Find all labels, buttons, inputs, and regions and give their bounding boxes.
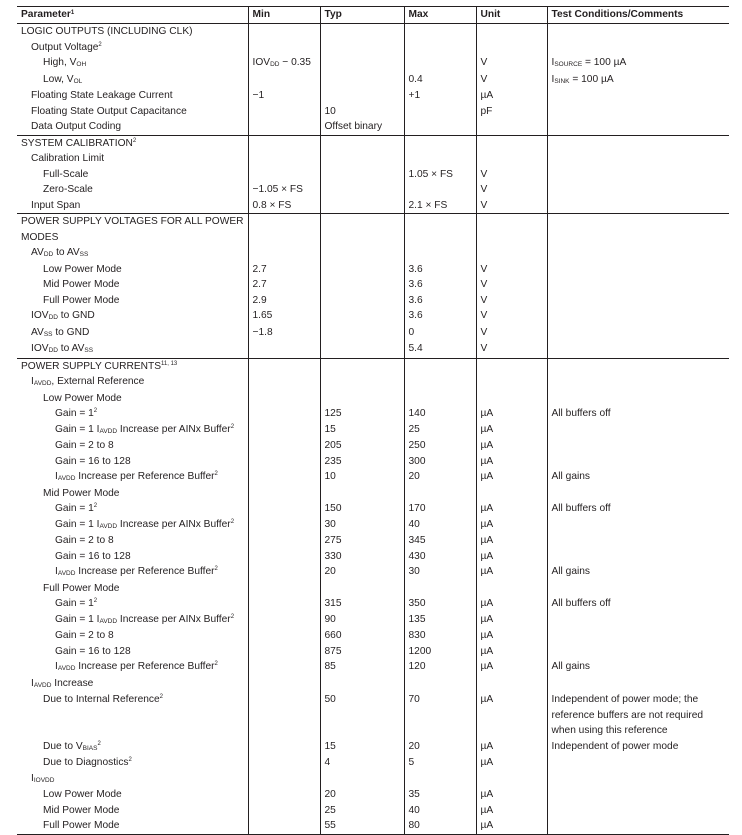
table-row: Full-Scale 1.05 × FS V — [17, 167, 729, 183]
table-row: Due to Diagnostics$^2$ 4 5 µA — [17, 755, 729, 771]
table-row: $I_{IOVDD}$ — [17, 771, 729, 788]
header-max: Max — [404, 7, 476, 24]
table-row: Gain = 2 to 8 275 345 µA — [17, 533, 729, 549]
table-row: $I_{AVDD}$ Increase — [17, 676, 729, 693]
table-row: Low Power Mode 2.7 3.6 V — [17, 262, 729, 278]
table-row: $I_{AVDD}$ Increase per Reference Buffer$^2$ 10 20 µA All gains — [17, 469, 729, 486]
table-row: Gain = 2 to 8 205 250 µA — [17, 438, 729, 454]
spec-table — [17, 6, 729, 835]
table-row: Full Power Mode 2.9 3.6 V — [17, 293, 729, 309]
table-row: Gain = 1 $I_{AVDD}$ Increase per AINx Buffer$^2$ 90 135 µA — [17, 612, 729, 629]
table-row: Gain = 16 to 128 875 1200 µA — [17, 644, 729, 660]
table-row: $IOV_{DD}$ to $AV_{SS}$ 5.4 V — [17, 341, 729, 358]
table-row: Full Power Mode 55 80 µA — [17, 818, 729, 834]
table-row: Low, $V_{OL}$ 0.4 V $I_{SINK} = 100$ µA — [17, 72, 729, 89]
table-row: POWER SUPPLY CURRENTS$^{11, 13}$ — [17, 358, 729, 374]
table-row: Floating State Leakage Current −1 +1 µA — [17, 88, 729, 104]
table-row: Mid Power Mode 25 40 µA — [17, 803, 729, 819]
table-row: High, $V_{OH}$ $IOV_{DD} - 0.35$ V $I_{SOURCE} = 100$ µA — [17, 55, 729, 72]
table-row: Output Voltage$^2$ — [17, 40, 729, 56]
table-row: Low Power Mode 20 35 µA — [17, 787, 729, 803]
table-row: Gain = 16 to 128 235 300 µA — [17, 454, 729, 470]
header-unit: Unit — [476, 7, 547, 24]
table-row: $IOV_{DD}$ to GND 1.65 3.6 V — [17, 308, 729, 325]
header-typ: Typ — [320, 7, 404, 24]
table-row: Mid Power Mode 2.7 3.6 V — [17, 277, 729, 293]
table-row: Zero-Scale −1.05 × FS V — [17, 182, 729, 198]
table-row: $I_{AVDD}$ Increase per Reference Buffer$^2$ 85 120 µA All gains — [17, 659, 729, 676]
table-row: Gain = 1 $I_{AVDD}$ Increase per AINx Buffer$^2$ 30 40 µA — [17, 517, 729, 534]
header-parameter: Parameter$^1$ — [17, 7, 248, 24]
table-row: POWER SUPPLY VOLTAGES FOR ALL POWER MODES — [17, 214, 729, 246]
table-row: Full Power Mode — [17, 581, 729, 597]
table-row: Due to Internal Reference$^2$ 50 70 µA Independent of power mode; the reference buffers are not required when using this reference — [17, 692, 729, 739]
table-row: Gain = $1^2$ 150 170 µA All buffers off — [17, 501, 729, 517]
table-row: $AV_{DD}$ to $AV_{SS}$ — [17, 245, 729, 262]
table-row: Floating State Output Capacitance 10 pF — [17, 104, 729, 120]
table-row: Gain = $1^2$ 315 350 µA All buffers off — [17, 596, 729, 612]
header-min: Min — [248, 7, 320, 24]
table-row: Gain = 2 to 8 660 830 µA — [17, 628, 729, 644]
table-row: Due to $V_{BIAS}^2$ 15 20 µA Independent of power mode — [17, 739, 729, 756]
table-row: Calibration Limit — [17, 151, 729, 167]
table-row: SYSTEM CALIBRATION$^2$ — [17, 135, 729, 151]
table-row: $AV_{SS}$ to GND −1.8 0 V — [17, 325, 729, 342]
table-row: LOGIC OUTPUTS (INCLUDING CLK) — [17, 24, 729, 40]
table-row: Input Span 0.8 × FS 2.1 × FS V — [17, 198, 729, 214]
table-row: Gain = 16 to 128 330 430 µA — [17, 549, 729, 565]
header-row — [17, 7, 729, 24]
spec-table-page — [17, 6, 729, 835]
table-row: Data Output Coding Offset binary — [17, 119, 729, 135]
table-row: Gain = 1 $I_{AVDD}$ Increase per AINx Buffer$^2$ 15 25 µA — [17, 422, 729, 439]
table-row: Low Power Mode — [17, 391, 729, 407]
table-row: $I_{AVDD}$, External Reference — [17, 374, 729, 391]
table-row: Mid Power Mode — [17, 486, 729, 502]
table-row: $I_{AVDD}$ Increase per Reference Buffer$^2$ 20 30 µA All gains — [17, 564, 729, 581]
table-row: Gain = $1^2$ 125 140 µA All buffers off — [17, 406, 729, 422]
header-conditions: Test Conditions/Comments — [547, 7, 729, 24]
